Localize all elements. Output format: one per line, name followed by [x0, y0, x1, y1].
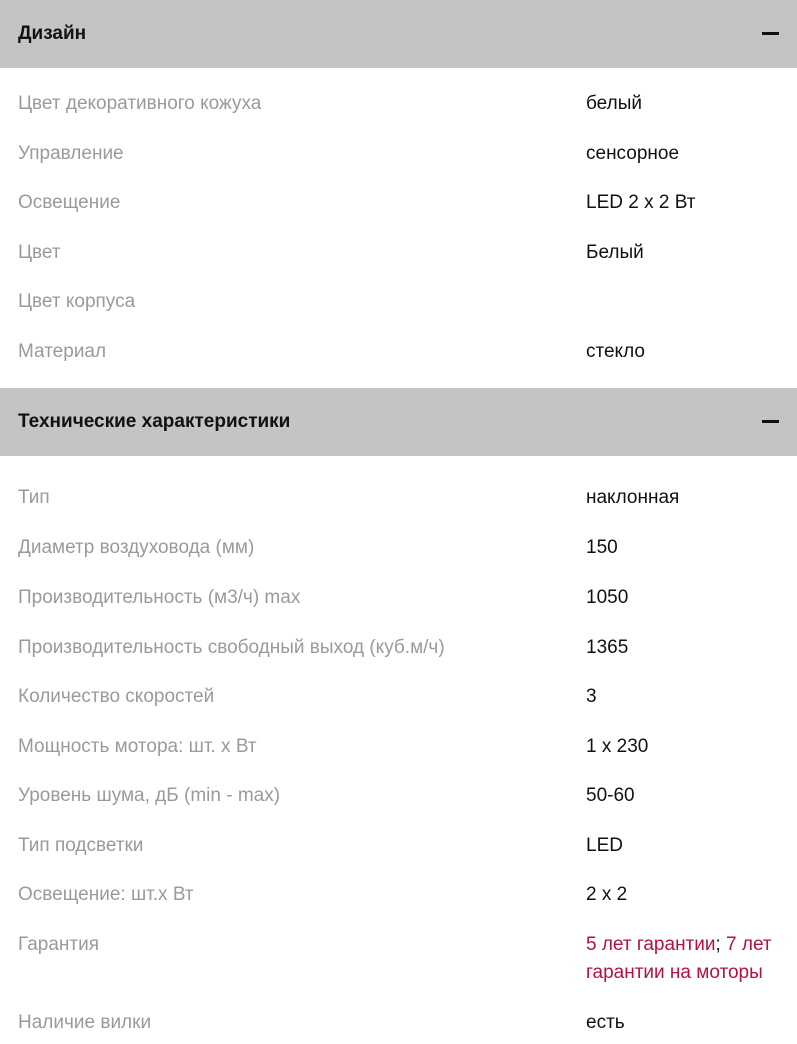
- spec-value: 2 x 2: [586, 884, 628, 905]
- warranty-link[interactable]: 5 лет гарантии: [586, 934, 716, 955]
- minus-icon[interactable]: [762, 420, 779, 423]
- section-header-design[interactable]: [0, 0, 797, 68]
- spec-value: наклонная: [586, 487, 680, 508]
- spec-value: стекло: [586, 341, 645, 362]
- spec-label: Производительность свободный выход (куб.м/ч): [18, 637, 445, 658]
- spec-label: Мощность мотора: шт. х Вт: [18, 736, 257, 757]
- spec-label: Управление: [18, 143, 124, 164]
- spec-value: сенсорное: [586, 143, 680, 164]
- minus-icon[interactable]: [762, 32, 779, 35]
- section-title-design: Дизайн: [18, 23, 87, 44]
- spec-value: Белый: [586, 242, 644, 263]
- spec-label: Материал: [18, 341, 107, 362]
- spec-value: есть: [586, 1012, 625, 1033]
- spec-label: Освещение: [18, 192, 121, 213]
- spec-label: Гарантия: [18, 934, 100, 955]
- section-header-technical[interactable]: [0, 388, 797, 456]
- spec-value: 1050: [586, 587, 629, 608]
- spec-label: Тип подсветки: [18, 835, 144, 856]
- spec-value: LED: [586, 835, 623, 856]
- spec-label: Уровень шума, дБ (min - max): [18, 785, 281, 806]
- spec-value: 3: [586, 686, 597, 707]
- spec-value: 1 x 230: [586, 736, 649, 757]
- spec-value: белый: [586, 93, 642, 114]
- section-title-technical: Технические характеристики: [18, 411, 291, 432]
- spec-label: Тип: [18, 487, 50, 508]
- spec-label: Цвет корпуса: [18, 291, 136, 312]
- spec-label: Количество скоростей: [18, 686, 215, 707]
- spec-label: Диаметр воздуховода (мм): [18, 537, 255, 558]
- motor-warranty-link[interactable]: 7 лет гарантии на моторы: [586, 934, 772, 983]
- spec-label: Производительность (м3/ч) max: [18, 587, 301, 608]
- spec-label: Освещение: шт.х Вт: [18, 884, 194, 905]
- spec-label: Цвет: [18, 242, 61, 263]
- spec-value: 1365: [586, 637, 629, 658]
- spec-label: Наличие вилки: [18, 1012, 152, 1033]
- spec-value: LED 2 x 2 Вт: [586, 192, 696, 213]
- spec-label: Цвет декоративного кожуха: [18, 93, 262, 114]
- spec-value: 150: [586, 537, 618, 558]
- warranty-separator: ;: [715, 934, 727, 955]
- spec-value-warranty: [586, 931, 796, 987]
- spec-value: 50-60: [586, 785, 635, 806]
